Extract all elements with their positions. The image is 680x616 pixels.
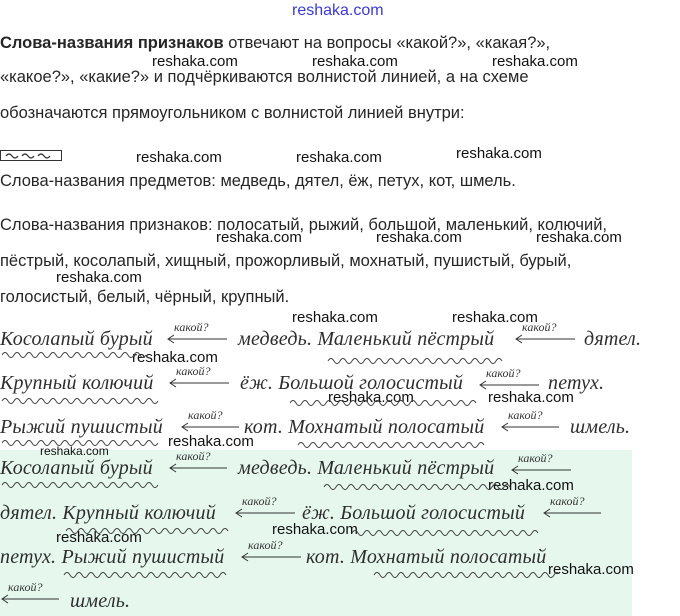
watermark: reshaka.com	[56, 529, 142, 546]
watermark: reshaka.com	[492, 53, 578, 70]
wavy-underline-icon	[350, 528, 540, 538]
rule-line-3: обозначаются прямоугольником с волнистой линией внутри:	[0, 104, 465, 122]
rule-line-1	[0, 33, 550, 53]
watermark: reshaka.com	[536, 229, 622, 246]
hw-phrase: кот. Мохнатый полосатый	[306, 546, 547, 568]
question-label: какой?	[8, 580, 43, 594]
left-arrow-icon	[180, 422, 240, 432]
wavy-underline-icon	[288, 398, 478, 408]
hw-phrase: дятел. Крупный колючий	[0, 502, 216, 524]
wavy-underline-icon	[296, 440, 486, 450]
left-arrow-icon	[166, 334, 228, 344]
question-label: какой?	[176, 449, 211, 463]
watermark: reshaka.com	[296, 149, 382, 166]
watermark: reshaka.com	[488, 389, 574, 406]
watermark: reshaka.com	[132, 349, 218, 366]
wavy-line-inside-icon	[2, 151, 62, 160]
rule-line-2: «какое?», «какие?» и подчёркиваются волнистой линией, а на схеме	[0, 68, 529, 86]
rule-line-1-rest: отвечают на вопросы «какой?», «какая?»,	[223, 34, 551, 52]
question-label: какой?	[242, 494, 277, 508]
watermark: reshaka.com	[56, 269, 142, 286]
wavy-underline-icon	[62, 570, 228, 580]
left-arrow-icon	[240, 552, 302, 562]
left-arrow-icon	[234, 508, 296, 518]
watermark: reshaka.com	[152, 53, 238, 70]
question-label: какой?	[174, 320, 209, 334]
rule-bold-term: Слова-названия признаков	[0, 34, 224, 52]
watermark: reshaka.com	[456, 145, 542, 162]
left-arrow-icon	[500, 422, 560, 432]
question-label: какой?	[522, 320, 557, 334]
left-arrow-icon	[514, 334, 576, 344]
wavy-underline-icon	[0, 480, 160, 490]
hw-phrase: ёж. Большой голосистый	[240, 372, 464, 394]
wavy-underline-icon	[0, 396, 160, 406]
wavy-underline-icon	[0, 438, 160, 448]
wavy-rectangle-icon	[0, 150, 62, 161]
hw-phrase: Рыжий пушистый	[0, 416, 164, 438]
question-label: какой?	[518, 451, 553, 465]
hw-phrase: шмель.	[70, 590, 131, 612]
wavy-underline-icon	[322, 482, 512, 492]
question-label: какой?	[508, 408, 543, 422]
adjectives-line-3: голосистый, белый, чёрный, крупный.	[0, 288, 290, 306]
nouns-line: Слова-названия предметов: медведь, дятел, ёж, петух, кот, шмель.	[0, 172, 516, 190]
watermark: reshaka.com	[452, 309, 538, 326]
wavy-underline-icon	[64, 526, 230, 536]
question-label: какой?	[188, 408, 223, 422]
watermark: reshaka.com	[488, 477, 574, 494]
hw-phrase: медведь. Маленький пёстрый	[238, 457, 495, 479]
watermark: reshaka.com	[376, 229, 462, 246]
left-arrow-icon	[168, 378, 230, 388]
hw-phrase: медведь. Маленький пёстрый	[238, 328, 495, 350]
hw-phrase: петух.	[548, 372, 605, 394]
question-label: какой?	[486, 366, 521, 380]
hw-phrase: петух. Рыжий пушистый	[0, 546, 225, 568]
left-arrow-icon	[510, 465, 572, 475]
hw-phrase: Крупный колючий	[0, 372, 154, 394]
watermark-top: reshaka.com	[292, 2, 384, 19]
watermark: reshaka.com	[136, 149, 222, 166]
question-label: какой?	[176, 364, 211, 378]
wavy-underline-icon	[0, 350, 150, 360]
question-label: какой?	[550, 494, 585, 508]
wavy-underline-icon	[372, 570, 558, 580]
left-arrow-icon	[478, 380, 540, 390]
left-arrow-icon	[542, 508, 602, 518]
watermark: reshaka.com	[548, 561, 634, 578]
left-arrow-icon	[168, 463, 228, 473]
hw-phrase: Косолапый бурый	[0, 328, 153, 350]
watermark: reshaka.com	[272, 521, 358, 538]
watermark: reshaka.com	[40, 444, 109, 458]
adjectives-line-2: пёстрый, косолапый, хищный, прожорливый, мохнатый, пушистый, бурый,	[0, 252, 572, 270]
hw-phrase: дятел.	[584, 328, 642, 350]
question-label: какой?	[248, 538, 283, 552]
watermark: reshaka.com	[216, 229, 302, 246]
watermark: reshaka.com	[292, 309, 378, 326]
watermark: reshaka.com	[328, 389, 414, 406]
hw-phrase: шмель.	[570, 416, 631, 438]
watermark: reshaka.com	[168, 433, 254, 450]
watermark: reshaka.com	[312, 53, 398, 70]
left-arrow-icon	[0, 594, 60, 604]
hw-phrase: Косолапый бурый	[0, 457, 153, 479]
hw-phrase: ёж. Большой голосистый	[302, 502, 526, 524]
adjectives-line-1: Слова-названия признаков: полосатый, рыжий, большой, маленький, колючий,	[0, 216, 608, 234]
hw-phrase: кот. Мохнатый полосатый	[244, 416, 485, 438]
wavy-underline-icon	[326, 356, 506, 366]
